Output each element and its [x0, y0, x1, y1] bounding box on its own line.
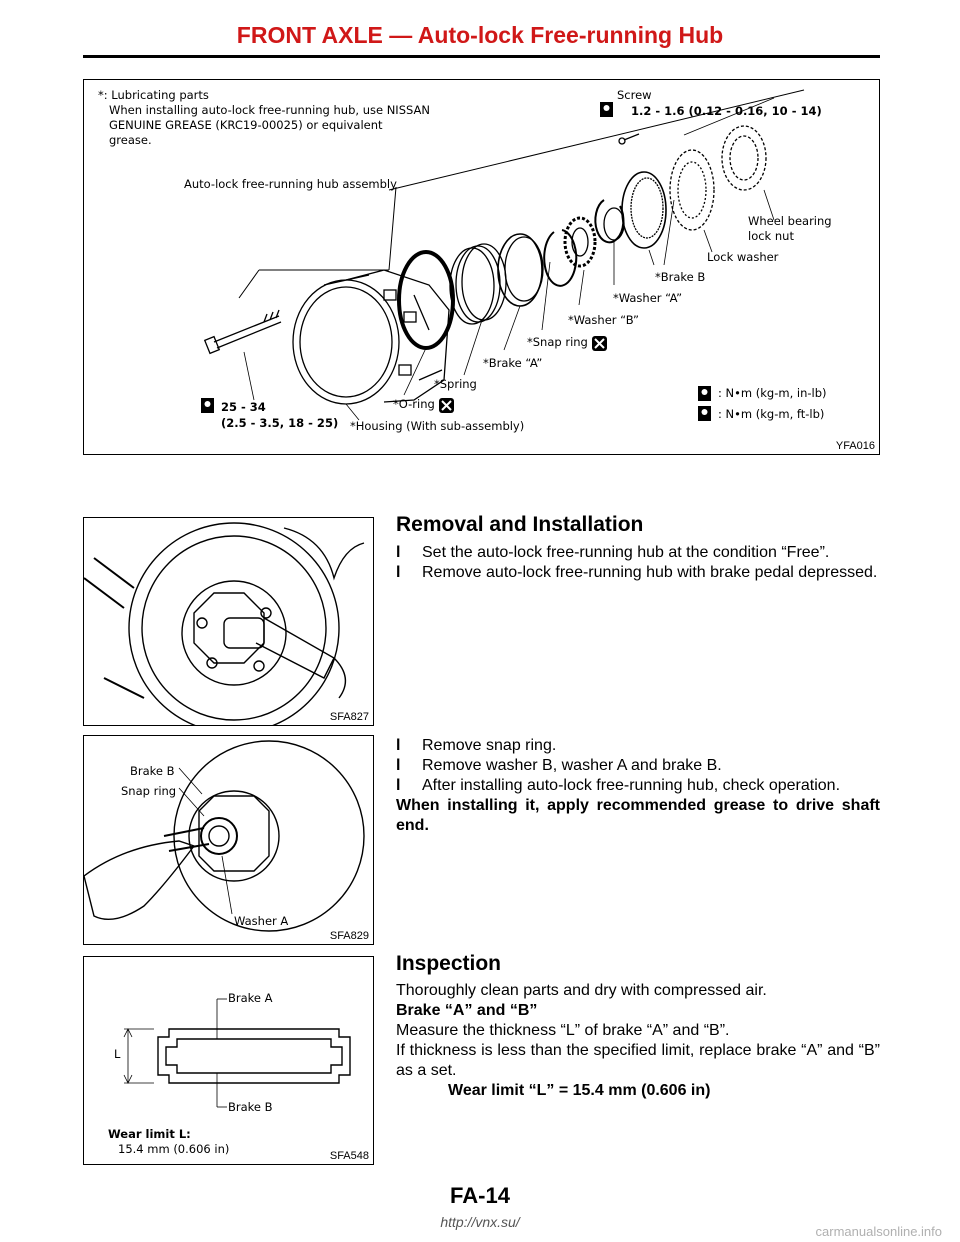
snap-ring-outline: [201, 818, 237, 854]
removal-steps: [396, 543, 880, 583]
legend-in-lb: : N•m (kg-m, in-lb): [718, 386, 827, 400]
label-washer-a: Washer A: [234, 914, 289, 928]
inspection-section-title: Inspection: [396, 952, 502, 975]
wear-limit-spec: Wear limit “L” = 15.4 mm (0.606 in): [448, 1082, 711, 1099]
header-rule: [83, 55, 880, 58]
removal-section-title: Removal and Installation: [396, 513, 644, 536]
inspection-line: Measure the thickness “L” of brake “A” and “B”.: [396, 1022, 730, 1039]
bolt-torque-alt: (2.5 - 3.5, 18 - 25): [221, 416, 339, 430]
removal-step: l Remove auto-lock free-running hub with brake pedal depressed.: [396, 564, 878, 581]
lubricating-note-title: *: Lubricating parts: [98, 88, 209, 102]
removal-steps-2: [396, 736, 880, 836]
torque-icon-legend-ft-lb: [698, 406, 711, 421]
wear-limit-value: 15.4 mm (0.606 in): [118, 1142, 230, 1156]
label-snap-ring: *Snap ring: [527, 335, 588, 349]
watermark: carmanualsonline.info: [815, 1224, 942, 1239]
figure-code: SFA829: [329, 930, 369, 942]
inspection-intro: Thoroughly clean parts and dry with compressed air.: [396, 982, 767, 999]
washer-b-shape: [565, 218, 595, 266]
replace-icon-o-ring: [439, 398, 454, 413]
legend-ft-lb: : N•m (kg-m, ft-lb): [718, 407, 825, 421]
wear-limit-figure: [83, 956, 374, 1165]
page-header-title: FRONT AXLE — Auto-lock Free-running Hub: [236, 22, 724, 48]
label-brake-b: Brake B: [228, 1100, 273, 1114]
label-wheel-bearing: Wheel bearing: [748, 214, 832, 228]
lubricating-note-line: grease.: [109, 133, 152, 147]
figure-code: SFA548: [329, 1150, 369, 1162]
brake-b-shape: [622, 172, 666, 248]
replace-icon-snap-ring: [592, 336, 607, 351]
lubricating-note-line: GENUINE GREASE (KRC19-00025) or equivalent: [109, 118, 383, 132]
bullet-icon: l: [396, 564, 401, 581]
label-brake-b: *Brake B: [655, 270, 706, 284]
label-washer-a: *Washer “A”: [613, 291, 683, 305]
housing-shape: [293, 280, 399, 404]
removal-step: l Remove washer B, washer A and brake B.: [396, 757, 722, 774]
label-lock-nut: lock nut: [748, 229, 794, 243]
lubricating-note-line: When installing auto-lock free-running hub, use NISSAN: [109, 103, 430, 117]
removal-step: l After installing auto-lock free-running hub, check operation.: [396, 777, 841, 794]
screw-label: Screw: [617, 88, 652, 102]
bolt-head: [205, 337, 220, 354]
torque-icon-screw: [600, 102, 613, 117]
assembly-label: Auto-lock free-running hub assembly: [184, 177, 397, 191]
figure-code: SFA827: [329, 711, 369, 723]
label-brake-a: Brake A: [228, 991, 273, 1005]
label-brake-a: *Brake “A”: [483, 356, 543, 370]
wrench: [256, 618, 334, 678]
exploded-view-figure: [83, 79, 880, 455]
removal-drawing: [84, 518, 373, 725]
snap-ring-figure: [83, 735, 374, 945]
snap-ring-drawing: [84, 736, 373, 944]
label-spring: *Spring: [434, 377, 477, 391]
figure-code: YFA016: [835, 440, 875, 452]
o-ring-shape: [399, 252, 453, 348]
wear-limit-label: Wear limit L:: [108, 1127, 191, 1141]
grease-note: When installing it, apply recommended grease to drive shaft end.: [396, 797, 880, 834]
snap-ring-shape: [544, 230, 576, 286]
label-thickness-l: L: [114, 1047, 121, 1061]
label-lock-washer: Lock washer: [707, 250, 779, 264]
screw-shape: [624, 134, 639, 140]
label-snap-ring: Snap ring: [121, 784, 177, 798]
bolt-shaft: [214, 316, 279, 342]
label-brake-b: Brake B: [130, 764, 175, 778]
brake-disc: [129, 523, 339, 725]
bullet-icon: l: [396, 544, 401, 561]
inspection-subtitle: Brake “A” and “B”: [396, 1002, 538, 1019]
footer-url[interactable]: http://vnx.su/: [440, 1214, 520, 1230]
bullet-icon: l: [396, 757, 401, 774]
inspection-line: If thickness is less than the specified limit, replace brake “A” and “B” as a set.: [396, 1042, 880, 1079]
brake-pack-outer: [158, 1029, 350, 1083]
label-o-ring: *O-ring: [393, 397, 435, 411]
bullet-icon: l: [396, 777, 401, 794]
label-washer-b: *Washer “B”: [568, 313, 639, 327]
torque-icon-legend-in-lb: [698, 386, 711, 401]
bolt-torque-nm: 25 - 34: [221, 400, 266, 414]
pliers-hand: [84, 841, 194, 919]
inspection-body: [396, 981, 880, 1101]
page-number: FA-14: [450, 1183, 510, 1208]
removal-step: l Remove snap ring.: [396, 737, 557, 754]
torque-icon-bolt: [201, 398, 214, 413]
screw-torque: 1.2 - 1.6 (0.12 - 0.16, 10 - 14): [631, 104, 822, 118]
removal-figure: [83, 517, 374, 726]
label-housing: *Housing (With sub-assembly): [350, 419, 525, 433]
removal-step: l Set the auto-lock free-running hub at the condition “Free”.: [396, 544, 830, 561]
washer-a-shape: [595, 200, 623, 242]
bullet-icon: l: [396, 737, 401, 754]
